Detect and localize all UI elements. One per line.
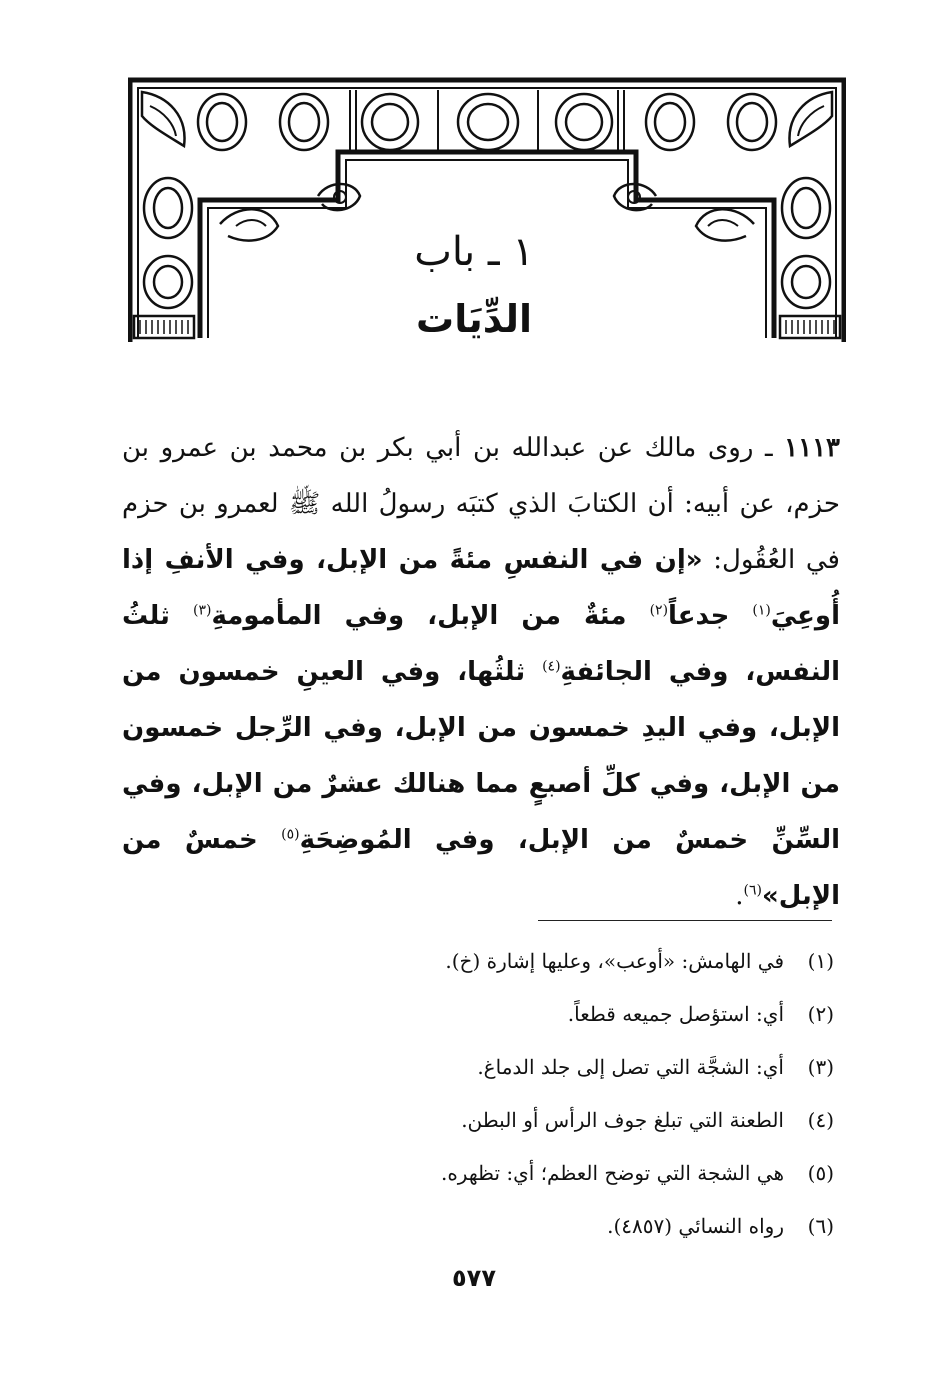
footnote-text: أي: استؤصل جميعه قطعاً. xyxy=(567,1002,784,1026)
footnote-mark: (٤) xyxy=(807,1108,834,1132)
footnote-ref-4: (٤) xyxy=(542,658,561,675)
hadith-matn-part-3: مئةٌ من الإبل، وفي المأمومةِ xyxy=(211,601,650,631)
footnote-mark: (٢) xyxy=(807,1002,834,1026)
footnote-text: أي: الشجَّة التي تصل إلى جلد الدماغ. xyxy=(477,1055,784,1079)
footnote-ref-5: (٥) xyxy=(281,826,300,843)
chapter-heading: ١ ـ باب xyxy=(414,229,534,275)
footnote-ref-3: (٣) xyxy=(192,602,212,619)
hadith-matn-part-6: خمسٌ من الإبل» xyxy=(122,825,840,911)
footnote-ref-2: (٢) xyxy=(649,602,669,619)
footnote-mark: (٣) xyxy=(807,1055,834,1079)
footnote-text: رواه النسائي (٤٨٥٧). xyxy=(607,1214,784,1238)
hadith-matn-part-5: ثلثُها، وفي العينِ خمسون من الإبل، وفي اليدِ خمسون من الإبل، وفي الرِّجل خمسون من الإبل، وفي كلِّ أصبعٍ مما هنالك عشرٌ من الإبل، وفي السِّنِّ خمسٌ من الإبل، وفي المُوضِحَةِ xyxy=(122,657,840,855)
hadith-isnad: ـ روى مالك عن عبدالله بن أبي بكر بن محمد بن عمرو بن حزم، عن أبيه: أن الكتابَ الذي كتبَه رسولُ الله ﷺ لعمرو بن حزم في العُقُول: xyxy=(122,433,840,575)
hadith-number: ١١١٣ xyxy=(784,433,840,463)
footnote-item xyxy=(122,940,834,993)
hadith-matn-part-4: ثلثُ النفس، وفي الجائفةِ xyxy=(122,601,840,687)
hadith-matn-part-1: «إن في النفسِ مئةً من الإبل، وفي الأنفِ إذا أُوعِيَ xyxy=(122,545,840,631)
hadith-paragraph xyxy=(122,420,840,924)
footnote-divider xyxy=(538,920,832,921)
hadith-matn-part-2: جدعاً xyxy=(668,601,753,631)
footnote-item xyxy=(122,1046,834,1099)
footnotes-list xyxy=(122,940,834,1258)
hadith-end-mark: . xyxy=(735,881,744,911)
footnote-item xyxy=(122,993,834,1046)
footnote-mark: (١) xyxy=(807,949,834,973)
footnote-text: الطعنة التي تبلغ جوف الرأس أو البطن. xyxy=(461,1108,784,1132)
footnote-text: في الهامش: «أوعب»، وعليها إشارة (خ). xyxy=(445,949,784,973)
footnote-text: هي الشجة التي توضح العظم؛ أي: تظهره. xyxy=(440,1161,784,1185)
footnote-item xyxy=(122,1205,834,1258)
footnote-mark: (٦) xyxy=(807,1214,834,1238)
chapter-title: الدِّيَات xyxy=(416,297,532,341)
footnote-mark: (٥) xyxy=(807,1161,834,1185)
footnote-ref-1: (١) xyxy=(752,602,771,619)
footnote-item xyxy=(122,1099,834,1152)
footnote-item xyxy=(122,1152,834,1205)
page-number: ٥٧٧ xyxy=(452,1264,496,1292)
footnote-ref-6: (٦) xyxy=(743,882,762,899)
